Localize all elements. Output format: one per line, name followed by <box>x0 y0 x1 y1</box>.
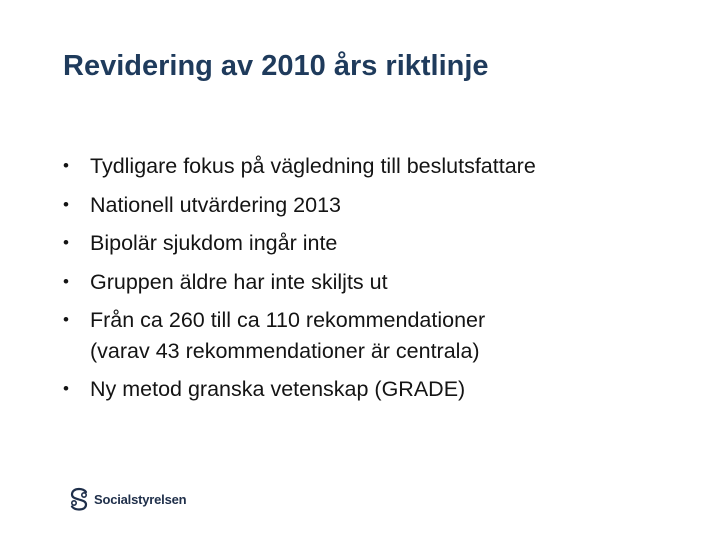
bullet-item <box>63 263 703 302</box>
bullet-text: Ny metod granska vetenskap (GRADE) <box>90 377 466 401</box>
bullet-text-multiline <box>90 301 703 370</box>
bullet-list <box>63 147 703 409</box>
bullet-text: Nationell utvärdering 2013 <box>90 192 341 217</box>
bullet-dot: • <box>63 194 69 214</box>
bullet-dot: • <box>63 379 69 398</box>
logo-text: Socialstyrelsen <box>94 491 187 507</box>
bullet-dot: • <box>63 156 69 175</box>
bullet-dot: • <box>63 233 69 252</box>
bullet-dot: • <box>63 271 69 291</box>
bullet-item <box>63 370 703 409</box>
bullet-text: Bipolär sjukdom ingår inte <box>90 231 338 255</box>
bullet-item <box>63 147 703 186</box>
socialstyrelsen-logo-icon <box>66 486 92 512</box>
bullet-item <box>63 224 703 263</box>
slide-title: Revidering av 2010 års riktlinje <box>63 50 489 82</box>
bullet-item <box>63 301 703 370</box>
bullet-dot: • <box>63 310 69 329</box>
bullet-text: Från ca 260 till ca 110 rekommendationer <box>90 308 486 332</box>
socialstyrelsen-logo <box>66 486 186 512</box>
bullet-text-continuation: (varav 43 rekommendationer är centrala) <box>90 339 480 363</box>
bullet-text: Gruppen äldre har inte skiljts ut <box>90 269 388 294</box>
bullet-text: Tydligare fokus på vägledning till beslutsfattare <box>90 154 536 178</box>
bullet-item <box>63 186 703 225</box>
